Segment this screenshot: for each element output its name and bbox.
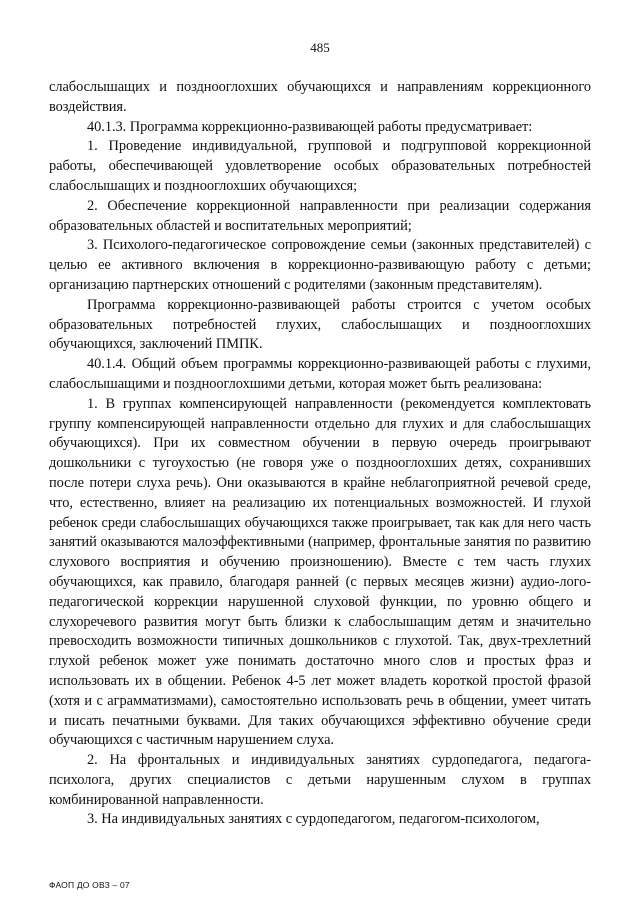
paragraph: 3. На индивидуальных занятиях с сурдопедагогом, педагогом-психологом,	[87, 811, 540, 828]
document-footer: ФАОП ДО ОВЗ – 07	[49, 880, 130, 890]
paragraph: Программа коррекционно-развивающей работы строится с учетом особых образовательных потребностей глухих, слабослышащих и позднооглохших обучающихся, заключений ПМПК.	[49, 296, 591, 353]
paragraph: 40.1.3. Программа коррекционно-развивающей работы предусматривает:	[87, 118, 533, 135]
paragraph: слабослышащих и позднооглохших обучающихся и направлениям коррекционного воздействия.	[49, 79, 591, 115]
document-body	[49, 78, 591, 830]
page-number: 485	[310, 40, 330, 55]
paragraph: 2. На фронтальных и индивидуальных занятиях сурдопедагога, педагога-психолога, других специалистов с детьми нарушенным слухом в группах комбинированной направленности.	[49, 752, 591, 808]
paragraph: 40.1.4. Общий объем программы коррекционно-развивающей работы с глухими, слабослышащими и позднооглохшими детьми, которая может быть реализована:	[49, 356, 591, 392]
paragraph: 1. В группах компенсирующей направленности (рекомендуется комплектовать группу компенсирующей направленности отдельно для глухих и для слабослышащих обучающихся). При их совместном обучении в первую очередь проигрывают дошкольники с тугоухостью (не говоря уже о позднооглохших детях, сохранивших после потери слуха речь). Они оказываются в крайне неблагоприятной речевой среде, что, естественно, влияет на реализацию их потенциальных возможностей. И глухой ребенок среди слабослышащих обучающихся также проигрывает, так как для него часть занятий оказываются малоэффективными (например, фронтальные занятия по развитию слухового восприятия и обучению произношению). Вместе с тем часть глухих обучающихся, как правило, благодаря ранней (с первых месяцев жизни) аудио-лого-педагогической коррекции нарушенной слуховой функции, по уровню общего и слухоречевого развития могут быть близки к слабослышащим детям и значительно превосходить возможности типичных дошкольников с глухотой. Так, двух-трехлетний глухой ребенок может уже понимать достаточно много слов и простых фраз и использовать их в общении. Ребенок 4-5 лет может владеть короткой простой фразой (хотя и с аграмматизмами), самостоятельно использовать речь в общении, умеет читать и писать печатными буквами. Для таких обучающихся эффективно обучение среди обучающихся с частичным нарушением слуха.	[49, 395, 591, 749]
paragraph: 2. Обеспечение коррекционной направленности при реализации содержания образовательных областей и воспитательных мероприятий;	[49, 197, 591, 234]
paragraph: 1. Проведение индивидуальной, групповой и подгрупповой коррекционной работы, обеспечивающей удовлетворение особых образовательных потребностей слабослышащих и позднооглохших обучающихся;	[49, 138, 591, 194]
paragraph: 3. Психолого-педагогическое сопровождение семьи (законных представителей) с целью ее активного включения в коррекционно-развивающую работу с детьми; организацию партнерских отношений с родителями (законным представителям).	[49, 237, 591, 293]
